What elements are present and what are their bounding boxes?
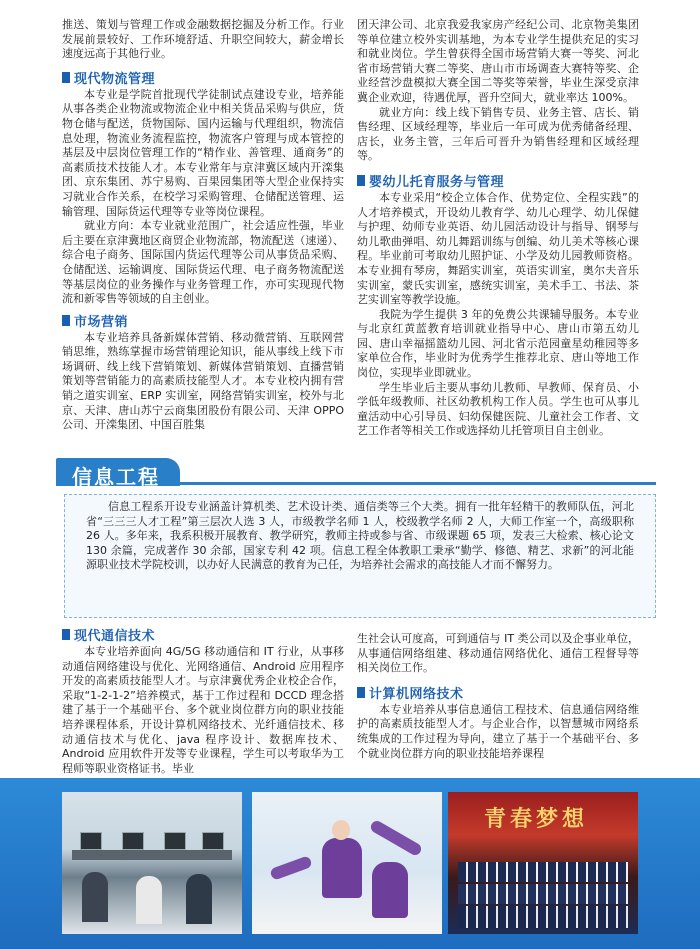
- section-title-marketing: 市场营销: [74, 314, 129, 330]
- marketing-continued-text: 团天津公司、北京我爱我家房产经纪公司、北京物美集团等单位建立校外实训基地，为本专业学生提供充足的实习和就业岗位。学生曾获得全国市场营销大赛一等奖、河北省市场营销大赛二等奖、唐山市市场调查大赛特等奖、企业经营沙盘模拟大赛全国二等奖等荣誉，毕业生深受京津冀企业欢迎，待遇优厚，晋升空间大，就业率达 100%。: [357, 18, 639, 104]
- section-header-network: [357, 684, 639, 701]
- logistics-employment: 就业方向：本专业就业范围广，社会适应性强，毕业后主要在京津冀地区商贸企业物流部，物流配送（速递）、综合电子商务、国际国内货运代理等公司从事货品采购、仓储配送、运输调度、国际货运代理、电子商务物流配送等基层岗位的业务操作与业务管理工作，亦可实现现代物流和新零售等领域的自主创业。: [62, 219, 344, 306]
- childcare-employment: 学生毕业后主要从事幼儿教师、早教师、保育员、小学低年级教师、社区幼教机构工作人员。学生也可从事儿童活动中心引导员、妇幼保健医院、儿童社会工作者、文艺工作者等相关工作或选择幼儿托管项目自主创业。: [357, 380, 639, 438]
- logistics-description: 本专业是学院首批现代学徒制试点建设专业，培养能从事各类企业物流或物流企业中相关货品采购与供应，货物仓储与配送，货物国际、国内运输与代理组织，物流信息处理，物流业务流程监控，物流客户管理与成本管控的基层及中层岗位管理工作的“精作业、善管理、通商务”的高素质技术技能人才。本专业常年与京津冀区域内开滦集团、京东集团、苏宁易购、百果园集团等大型企业保持实习就业合作关系，在校学习采购管理、仓储配送管理、运输管理、国际货运代理等专业等岗位课程。: [62, 87, 344, 218]
- section-title-logistics: 现代物流管理: [74, 71, 156, 87]
- telecom-description: 本专业培养面向 4G/5G 移动通信和 IT 行业，从事移动通信网络建设与优化、光网络通信、Android 应用程序开发的高素质技能型人才。与京津冀优秀企业校企合作，采取“1-2-1-2”培养模式，基于工作过程和 DCCD 理念搭建了基于一个基础平台、多个就业岗位群方向的职业技能培养课程体系，开设计算机网络技术、光纤通信技术、移动通信技术与优化、java 程序设计、数据库技术、Android 应用软件开发等专业课程，学生可以考取华为工程师等职业资格证书。毕业: [62, 645, 344, 775]
- marketing-description: 本专业培养具备新媒体营销、移动微营销、互联网营销思维，熟练掌握市场营销理论知识，能从事线上线下市场调研、线上线下营销策划、新媒体营销策划、直播营销策划等营销能力的高素质技能型人才。本专业校内拥有营销之道实训室、ERP 实训室，网络营销实训室，校外与北京、天津、唐山苏宁云商集团股份有限公司、天津 OPPO 公司、开滦集团、中国百胜集: [62, 330, 344, 432]
- banner-divider: [180, 482, 656, 485]
- childcare-support: 我院为学生提供 3 年的免费公共课辅导服务。本专业与北京红黄蓝教育培训就业指导中心、唐山市第五幼儿园、唐山幸福摇篮幼儿园、河北省示范园童星幼稚园等多家单位合作，毕业时为优秀学生推荐北京、唐山等地工作岗位，实现毕业即就业。: [357, 307, 639, 380]
- section-marker-icon: [62, 72, 70, 83]
- column-right-top: [357, 18, 639, 439]
- photo-strip: [0, 778, 700, 949]
- department-title-tab: [56, 458, 180, 489]
- section-title-telecom: 现代通信技术: [74, 629, 156, 644]
- section-header-marketing: [62, 312, 344, 329]
- childcare-description: 本专业采用“校企立体合作、优势定位、全程实践”的人才培养模式，开设幼儿教育学、幼儿心理学、幼儿保健与护理、幼师专业英语、幼儿园活动设计与指导、钢琴与幼儿歌曲弹唱、幼儿舞蹈训练与创编、幼儿美术等核心课程。毕业前可考取幼儿照护证、小学及幼儿园教师资格。本专业拥有琴房，舞蹈实训室，英语实训室，奥尔夫音乐实训室，蒙氏实训室，感统实训室，美术手工、书法、茶艺实训室等教学设施。: [357, 190, 639, 307]
- department-banner: [56, 458, 656, 618]
- choir-performance-photo: [448, 792, 638, 934]
- stage-banner-text: 青春梦想: [484, 806, 589, 832]
- section-marker-icon: [357, 687, 365, 698]
- column-left-bottom: [62, 622, 344, 776]
- marketing-employment: 就业方向：线上线下销售专员、业务主管、店长、销售经理、区域经理等，毕业后一年可成为优秀储备经理、店长，业务主管，三年后可晋升为销售经理和区域经理等。: [357, 105, 639, 163]
- dance-class-photo: [252, 792, 442, 934]
- column-right-bottom: [357, 632, 639, 761]
- finance-continued-text: 推送、策划与管理工作或金融数据挖掘及分析工作。行业发展前景较好、工作环境舒适、升职空间较大，薪金增长速度远高于其他行业。: [62, 18, 344, 61]
- department-title: 信息工程: [72, 465, 160, 489]
- network-description: 本专业培养从事信息通信工程技术、信息通信网络维护的高素质技能型人才。与企业合作，以智慧城市网络系统集成的工作过程为导向，建立了基于一个基础平台、多个就业岗位群方向的职业技能培养课程: [357, 702, 639, 760]
- section-marker-icon: [357, 175, 365, 186]
- section-header-logistics: [62, 69, 344, 86]
- section-title-network: 计算机网络技术: [369, 686, 464, 702]
- section-marker-icon: [62, 315, 70, 326]
- section-marker-icon: [62, 629, 70, 640]
- computer-lab-photo: [62, 792, 242, 934]
- section-header-childcare: [357, 172, 639, 189]
- column-left-top: [62, 18, 344, 433]
- section-title-childcare: 婴幼儿托育服务与管理: [369, 174, 505, 190]
- department-intro-text: 信息工程系开设专业涵盖计算机类、艺术设计类、通信类等三个大类。拥有一批年轻精干的教师队伍，河北省“三三三人才工程”第三层次人选 3 人，市级教学名师 1 人，校级教学名师 2 人，大师工作室一个，高级职称 26 人。多年来，我系积极开展教育、教学研究，教师主持或参与省、市级课题 65 项，发表三大检索、核心论文 130 余篇，完成著作 30 余部，国家专利 42 项。信息工程全体教职工秉承“勤学、修德、精艺、求新”的河北能源职业技术学院校训，以办好人民满意的教育为己任，为培养社会需求的高技能人才而不懈努力。: [86, 500, 634, 572]
- section-header-telecom: [62, 626, 344, 643]
- telecom-continued-text: 生社会认可度高，可到通信与 IT 类公司以及企事业单位，从事通信网络组建、移动通信网络优化、通信工程督导等相关岗位工作。: [357, 632, 639, 675]
